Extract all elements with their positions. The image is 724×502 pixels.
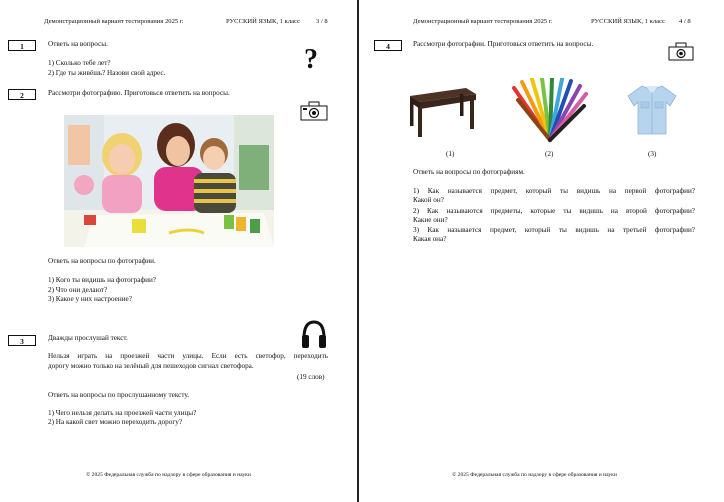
- table-photo: [406, 82, 478, 142]
- headphones-icon: [300, 318, 328, 355]
- question-mark-icon: [300, 44, 322, 77]
- answer-prompt: Ответь на вопросы по фотографии.: [48, 257, 156, 265]
- camera-icon: [668, 42, 694, 67]
- task-number-box: 3: [8, 335, 36, 346]
- listening-passage-line: Нельзя играть на проезжей части улицы. Если есть светофор, переходить: [48, 352, 328, 360]
- question-item: 1) Чего нельзя делать на проезжей части улицы?: [48, 409, 197, 417]
- question-item: 3) Как называется предмет, который ты видишь на третьей фотографии?: [413, 226, 695, 234]
- question-item: Какая она?: [413, 235, 447, 243]
- task-prompt: Ответь на вопросы.: [48, 40, 108, 48]
- listening-passage-line: дорогу можно только на зелёный для пешеходов сигнал светофора.: [48, 362, 254, 370]
- question-item: 3) Какое у них настроение?: [48, 295, 132, 303]
- task-prompt: Рассмотри фотографию. Приготовься ответить на вопросы.: [48, 89, 230, 97]
- question-item: 2) Где ты живёшь? Назови свой адрес.: [48, 69, 166, 77]
- question-item: Какой он?: [413, 196, 444, 204]
- header-page-number: 3 / 8: [316, 18, 328, 25]
- task-number-box: 4: [374, 40, 402, 51]
- footer-copyright: © 2025 Федеральная служба по надзору в сфере образования и науки: [86, 472, 251, 478]
- page-left: [0, 0, 356, 502]
- question-item: 1) Сколько тебе лет?: [48, 59, 111, 67]
- children-painting-photo: [64, 115, 274, 247]
- question-item: 2) Как называются предметы, которые ты видишь на второй фотографии?: [413, 207, 695, 215]
- footer-copyright: © 2025 Федеральная служба по надзору в сфере образования и науки: [452, 472, 617, 478]
- answer-prompt: Ответь на вопросы по фотографиям.: [413, 168, 525, 176]
- question-item: 2) На какой свет можно переходить дорогу?: [48, 418, 183, 426]
- photo-caption: (1): [446, 150, 455, 158]
- question-item: 2) Что они делают?: [48, 286, 108, 294]
- header-page-number: 4 / 8: [679, 18, 691, 25]
- task-prompt: Рассмотри фотографии. Приготовься ответить на вопросы.: [413, 40, 594, 48]
- svg-text:?: ?: [304, 44, 318, 72]
- word-count: (19 слов): [297, 373, 325, 381]
- page-right: [362, 0, 724, 502]
- header-title: Демонстрационный вариант тестирования 2025 г.: [44, 18, 184, 25]
- page-divider: [357, 0, 359, 502]
- question-item: Какие они?: [413, 216, 448, 224]
- photo-caption: (2): [545, 150, 554, 158]
- question-item: 1) Как называется предмет, который ты видишь на первой фотографии?: [413, 187, 695, 195]
- photo-caption: (3): [648, 150, 657, 158]
- camera-icon: [300, 100, 328, 127]
- shirt-photo: [624, 82, 680, 138]
- question-item: 1) Кого ты видишь на фотографии?: [48, 276, 156, 284]
- answer-prompt: Ответь на вопросы по прослушанному тексту.: [48, 391, 190, 399]
- colored-pencils-photo: [510, 78, 590, 144]
- header-title: Демонстрационный вариант тестирования 2025 г.: [413, 18, 553, 25]
- header-subject: РУССКИЙ ЯЗЫК, 1 класс: [226, 18, 300, 25]
- task-number-box: 1: [8, 40, 36, 51]
- task-prompt: Дважды прослушай текст.: [48, 334, 128, 342]
- task-number-box: 2: [8, 89, 36, 100]
- header-subject: РУССКИЙ ЯЗЫК, 1 класс: [591, 18, 665, 25]
